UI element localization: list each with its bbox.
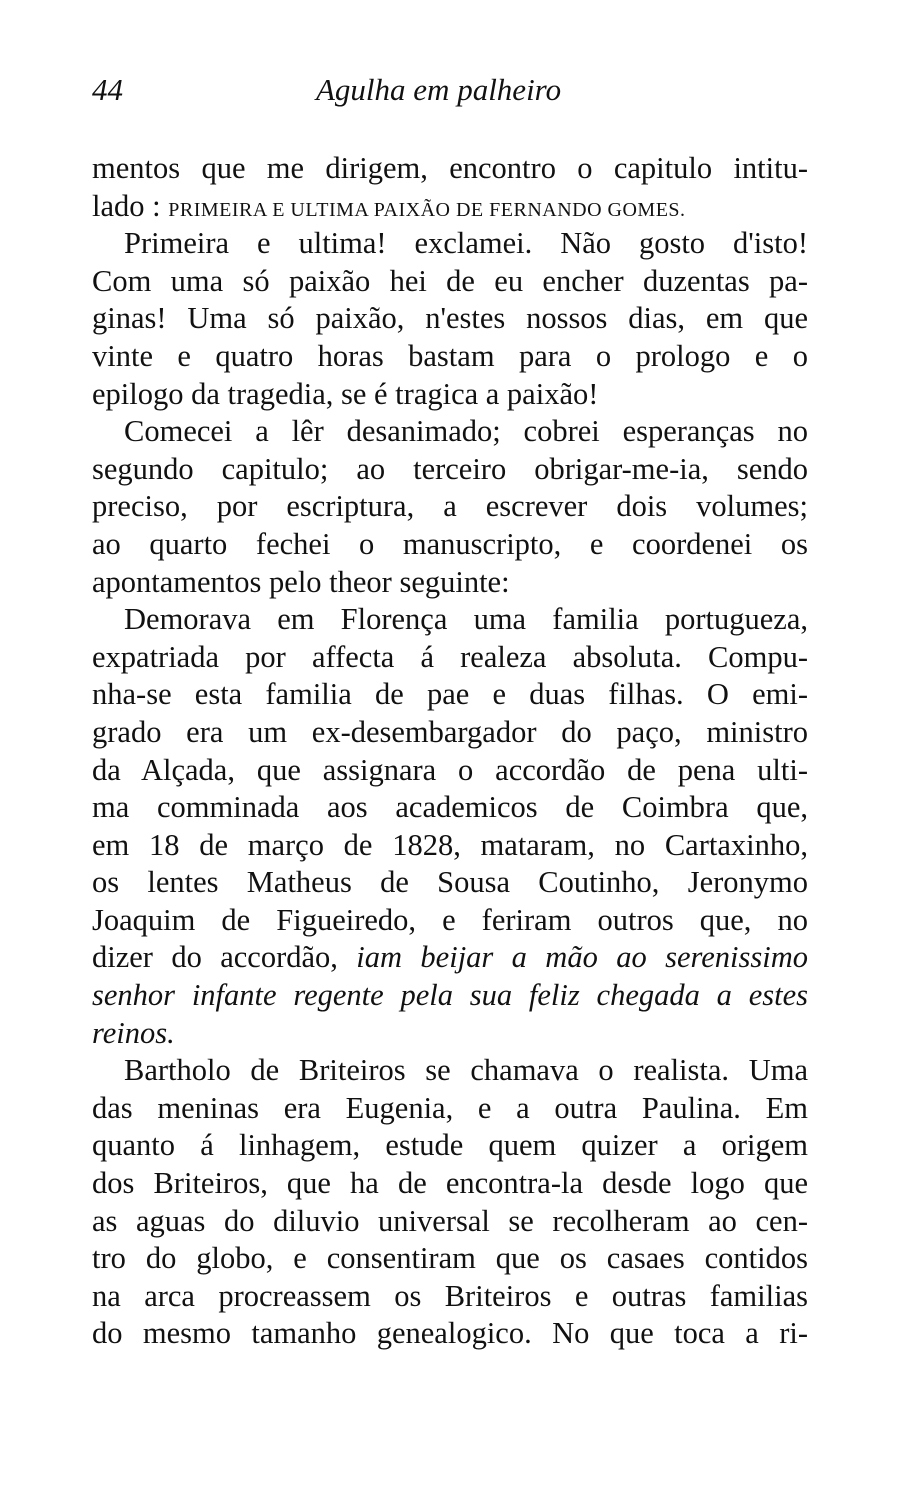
- running-title: Agulha em palheiro: [316, 72, 562, 107]
- text-line: [92, 939, 808, 977]
- text-segment: lado :: [92, 188, 169, 223]
- text-line: Comecei a lêr desanimado; cobrei esperanças no: [124, 414, 808, 449]
- text-line: dos Briteiros, que ha de encontra-la desde logo que: [92, 1166, 808, 1201]
- italic-quote: iam beijar a mão ao serenissimo: [356, 940, 808, 975]
- text-line: segundo capitulo; ao terceiro obrigar-me-ia, sendo: [92, 451, 808, 486]
- text-line: do mesmo tamanho genealogico. No que toca a ri-: [92, 1316, 808, 1351]
- page-header: [92, 72, 808, 122]
- text-line: ma comminada aos academicos de Coimbra que,: [92, 790, 808, 825]
- text-line: das meninas era Eugenia, e a outra Paulina. Em: [92, 1090, 808, 1125]
- text-line: Primeira e ultima! exclamei. Não gosto d'isto!: [124, 226, 808, 261]
- text-line: Com uma só paixão hei de eu encher duzentas pa-: [92, 263, 808, 298]
- text-line: apontamentos pelo theor seguinte:: [92, 564, 510, 599]
- text-line: Joaquim de Figueiredo, e feriram outros que, no: [92, 902, 808, 937]
- text-line: expatriada por affecta á realeza absoluta. Compu-: [92, 639, 808, 674]
- text-line: grado era um ex-desembargador do paço, ministro: [92, 714, 808, 749]
- italic-quote-line: senhor infante regente pela sua feliz chegada a estes: [92, 978, 808, 1013]
- text-line: preciso, por escriptura, a escrever dois volumes;: [92, 489, 808, 524]
- text-line: as aguas do diluvio universal se recolheram ao cen-: [92, 1203, 808, 1238]
- text-line: ginas! Uma só paixão, n'estes nossos dias, em que: [92, 301, 808, 336]
- text-line: Demorava em Florença uma familia portugueza,: [124, 602, 808, 637]
- text-line: nha-se esta familia de pae e duas filhas. O emi-: [92, 677, 808, 712]
- italic-quote-line: reinos.: [92, 1015, 175, 1050]
- text-line: os lentes Matheus de Sousa Coutinho, Jeronymo: [92, 865, 808, 900]
- text-line: em 18 de março de 1828, mataram, no Cartaxinho,: [92, 827, 808, 862]
- text-line: da Alçada, que assignara o accordão de pena ulti-: [92, 752, 808, 787]
- body-text: [92, 150, 808, 1353]
- chapter-title-smallcaps: PRIMEIRA E ULTIMA PAIXÃO DE FERNANDO GOMES.: [168, 198, 686, 221]
- text-line: ao quarto fechei o manuscripto, e coordenei os: [92, 526, 808, 561]
- text-line: quanto á linhagem, estude quem quizer a origem: [92, 1128, 808, 1163]
- page-number: 44: [92, 72, 123, 107]
- text-segment: dizer do accordão,: [92, 940, 357, 975]
- text-line: [92, 188, 808, 226]
- book-page: [92, 72, 808, 1353]
- text-line: epilogo da tragedia, se é tragica a paixão!: [92, 376, 599, 411]
- text-line: na arca procreassem os Briteiros e outras familias: [92, 1278, 808, 1313]
- text-line: mentos que me dirigem, encontro o capitulo intitu-: [92, 151, 808, 185]
- text-line: vinte e quatro horas bastam para o prologo e o: [92, 338, 808, 373]
- text-line: tro do globo, e consentiram que os casaes contidos: [92, 1241, 808, 1276]
- text-line: Bartholo de Briteiros se chamava o realista. Uma: [124, 1053, 808, 1088]
